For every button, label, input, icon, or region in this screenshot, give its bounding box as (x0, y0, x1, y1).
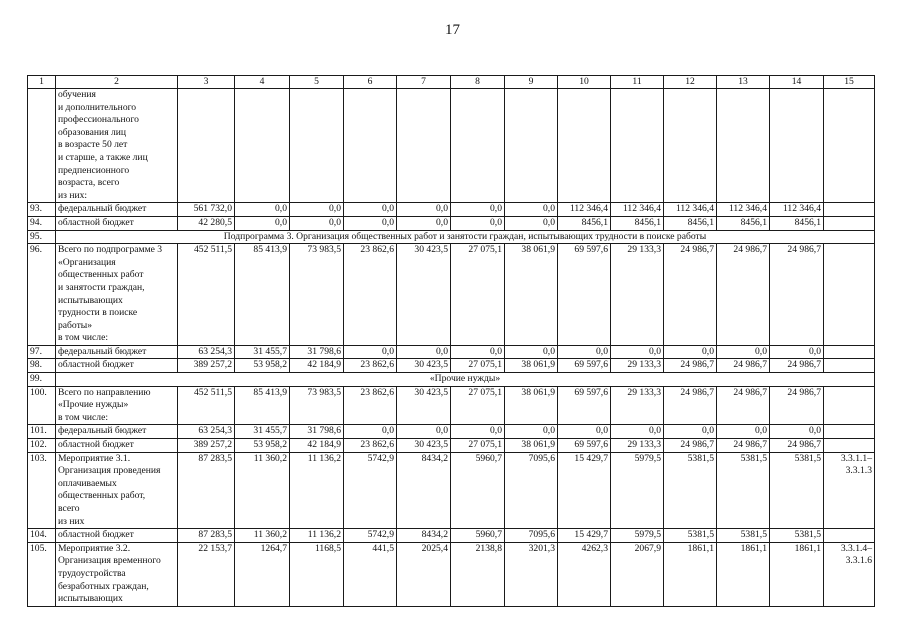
value-cell: 87 283,5 (178, 452, 235, 529)
value-cell: 0,0 (397, 203, 451, 217)
value-cell: 5960,7 (451, 529, 505, 543)
reference-cell (824, 244, 875, 346)
value-cell: 24 986,7 (717, 386, 770, 425)
value-cell: 11 136,2 (290, 452, 344, 529)
value-cell: 5979,5 (611, 452, 664, 529)
value-cell: 2138,8 (451, 542, 505, 606)
value-cell: 8456,1 (717, 216, 770, 230)
column-header: 11 (611, 76, 664, 89)
value-cell: 0,0 (505, 345, 558, 359)
value-cell: 29 133,3 (611, 386, 664, 425)
value-cell: 15 429,7 (558, 529, 611, 543)
value-cell (290, 89, 344, 203)
row-index: 102. (28, 439, 56, 453)
value-cell: 452 511,5 (178, 244, 235, 346)
value-cell: 0,0 (344, 425, 397, 439)
column-header: 5 (290, 76, 344, 89)
value-cell: 38 061,9 (505, 386, 558, 425)
value-cell: 8456,1 (611, 216, 664, 230)
table-row (28, 425, 875, 439)
value-cell: 5381,5 (664, 452, 717, 529)
row-index: 96. (28, 244, 56, 346)
row-label: Мероприятие 3.2. Организация временного трудоустройства безработных граждан, испытывающих (56, 542, 178, 606)
table-row (28, 203, 875, 217)
value-cell (770, 89, 824, 203)
value-cell: 42 184,9 (290, 439, 344, 453)
table-row (28, 452, 875, 529)
value-cell: 85 413,9 (235, 244, 290, 346)
value-cell: 5742,9 (344, 452, 397, 529)
value-cell: 1861,1 (770, 542, 824, 606)
value-cell (717, 89, 770, 203)
value-cell: 31 455,7 (235, 345, 290, 359)
value-cell: 7095,6 (505, 452, 558, 529)
value-cell: 1264,7 (235, 542, 290, 606)
reference-cell: 3.3.1.1– 3.3.1.3 (824, 452, 875, 529)
value-cell: 1861,1 (717, 542, 770, 606)
value-cell: 30 423,5 (397, 244, 451, 346)
value-cell: 27 075,1 (451, 359, 505, 373)
column-header: 13 (717, 76, 770, 89)
row-index: 99. (28, 373, 56, 387)
value-cell: 2067,9 (611, 542, 664, 606)
value-cell: 5960,7 (451, 452, 505, 529)
column-header: 4 (235, 76, 290, 89)
value-cell: 112 346,4 (611, 203, 664, 217)
row-label: федеральный бюджет (56, 203, 178, 217)
value-cell: 0,0 (451, 216, 505, 230)
value-cell: 389 257,2 (178, 359, 235, 373)
row-label: обучения и дополнительного профессионального образования лиц в возрасте 50 лет и старше, а также лиц предпенсионного возраста, всего из них: (56, 89, 178, 203)
value-cell: 441,5 (344, 542, 397, 606)
value-cell: 1168,5 (290, 542, 344, 606)
value-cell: 30 423,5 (397, 439, 451, 453)
value-cell: 24 986,7 (717, 244, 770, 346)
value-cell: 3201,3 (505, 542, 558, 606)
row-label: Мероприятие 3.1. Организация проведения оплачиваемых общественных работ, всего из них (56, 452, 178, 529)
value-cell: 0,0 (770, 425, 824, 439)
column-header: 7 (397, 76, 451, 89)
column-header: 15 (824, 76, 875, 89)
section-heading: «Прочие нужды» (56, 373, 875, 387)
reference-cell (824, 529, 875, 543)
row-label: областной бюджет (56, 359, 178, 373)
value-cell (178, 89, 235, 203)
value-cell: 0,0 (344, 203, 397, 217)
value-cell: 24 986,7 (664, 439, 717, 453)
reference-cell (824, 439, 875, 453)
value-cell: 30 423,5 (397, 359, 451, 373)
reference-cell (824, 359, 875, 373)
value-cell: 0,0 (344, 345, 397, 359)
value-cell: 38 061,9 (505, 244, 558, 346)
table-row (28, 89, 875, 203)
value-cell: 0,0 (505, 425, 558, 439)
value-cell: 0,0 (451, 203, 505, 217)
column-header: 10 (558, 76, 611, 89)
reference-cell (824, 345, 875, 359)
value-cell: 8456,1 (664, 216, 717, 230)
value-cell: 0,0 (235, 203, 290, 217)
row-index: 101. (28, 425, 56, 439)
table-row (28, 359, 875, 373)
value-cell: 31 798,6 (290, 345, 344, 359)
value-cell: 5381,5 (770, 529, 824, 543)
value-cell: 73 983,5 (290, 386, 344, 425)
value-cell (505, 89, 558, 203)
value-cell: 0,0 (558, 425, 611, 439)
value-cell (611, 89, 664, 203)
row-label: федеральный бюджет (56, 425, 178, 439)
reference-cell (824, 89, 875, 203)
row-label: областной бюджет (56, 439, 178, 453)
value-cell: 27 075,1 (451, 439, 505, 453)
row-index: 95. (28, 230, 56, 244)
value-cell (397, 89, 451, 203)
value-cell: 0,0 (664, 425, 717, 439)
value-cell: 53 958,2 (235, 359, 290, 373)
value-cell: 0,0 (558, 345, 611, 359)
value-cell: 87 283,5 (178, 529, 235, 543)
row-label: областной бюджет (56, 216, 178, 230)
column-header: 9 (505, 76, 558, 89)
value-cell (451, 89, 505, 203)
value-cell: 69 597,6 (558, 439, 611, 453)
row-label: федеральный бюджет (56, 345, 178, 359)
row-label: Всего по направлению «Прочие нужды» в том числе: (56, 386, 178, 425)
value-cell: 85 413,9 (235, 386, 290, 425)
value-cell: 38 061,9 (505, 359, 558, 373)
row-index: 98. (28, 359, 56, 373)
value-cell: 27 075,1 (451, 244, 505, 346)
value-cell: 452 511,5 (178, 386, 235, 425)
value-cell: 0,0 (397, 425, 451, 439)
value-cell: 1861,1 (664, 542, 717, 606)
row-label: Всего по подпрограмме 3 «Организация общественных работ и занятости граждан, испытывающих трудности в поиске работы» в том числе: (56, 244, 178, 346)
row-index: 93. (28, 203, 56, 217)
reference-cell (824, 203, 875, 217)
budget-table (27, 75, 875, 607)
row-index (28, 89, 56, 203)
row-label: областной бюджет (56, 529, 178, 543)
row-index: 103. (28, 452, 56, 529)
column-header: 2 (56, 76, 178, 89)
reference-cell (824, 386, 875, 425)
value-cell: 24 986,7 (664, 386, 717, 425)
row-index: 94. (28, 216, 56, 230)
value-cell: 24 986,7 (664, 359, 717, 373)
value-cell: 112 346,4 (664, 203, 717, 217)
value-cell: 7095,6 (505, 529, 558, 543)
value-cell: 0,0 (664, 345, 717, 359)
value-cell: 0,0 (611, 345, 664, 359)
table-row (28, 386, 875, 425)
value-cell: 561 732,0 (178, 203, 235, 217)
row-index: 97. (28, 345, 56, 359)
value-cell: 24 986,7 (770, 439, 824, 453)
value-cell: 5381,5 (717, 529, 770, 543)
value-cell: 0,0 (611, 425, 664, 439)
row-index: 104. (28, 529, 56, 543)
column-header: 1 (28, 76, 56, 89)
value-cell: 24 986,7 (664, 244, 717, 346)
value-cell: 69 597,6 (558, 244, 611, 346)
column-header: 12 (664, 76, 717, 89)
table-row (28, 216, 875, 230)
reference-cell: 3.3.1.4– 3.3.1.6 (824, 542, 875, 606)
value-cell: 112 346,4 (717, 203, 770, 217)
table-row (28, 542, 875, 606)
row-index: 105. (28, 542, 56, 606)
value-cell: 42 184,9 (290, 359, 344, 373)
value-cell: 0,0 (717, 345, 770, 359)
value-cell: 5381,5 (717, 452, 770, 529)
value-cell: 23 862,6 (344, 359, 397, 373)
table-row (28, 373, 875, 387)
value-cell: 23 862,6 (344, 386, 397, 425)
value-cell: 22 153,7 (178, 542, 235, 606)
value-cell: 0,0 (344, 216, 397, 230)
value-cell: 24 986,7 (770, 244, 824, 346)
value-cell: 0,0 (451, 425, 505, 439)
value-cell: 11 136,2 (290, 529, 344, 543)
value-cell: 29 133,3 (611, 439, 664, 453)
value-cell (558, 89, 611, 203)
row-index: 100. (28, 386, 56, 425)
value-cell: 0,0 (505, 203, 558, 217)
value-cell: 11 360,2 (235, 529, 290, 543)
reference-cell (824, 216, 875, 230)
value-cell: 29 133,3 (611, 244, 664, 346)
value-cell: 23 862,6 (344, 439, 397, 453)
value-cell: 63 254,3 (178, 425, 235, 439)
value-cell: 389 257,2 (178, 439, 235, 453)
value-cell: 23 862,6 (344, 244, 397, 346)
table-row (28, 244, 875, 346)
value-cell: 5742,9 (344, 529, 397, 543)
value-cell: 8456,1 (558, 216, 611, 230)
value-cell: 0,0 (290, 216, 344, 230)
table-row (28, 439, 875, 453)
value-cell: 112 346,4 (770, 203, 824, 217)
value-cell: 2025,4 (397, 542, 451, 606)
value-cell: 11 360,2 (235, 452, 290, 529)
value-cell: 0,0 (397, 345, 451, 359)
value-cell: 0,0 (505, 216, 558, 230)
value-cell: 73 983,5 (290, 244, 344, 346)
reference-cell (824, 425, 875, 439)
value-cell: 15 429,7 (558, 452, 611, 529)
value-cell (344, 89, 397, 203)
table-row (28, 529, 875, 543)
value-cell: 0,0 (451, 345, 505, 359)
value-cell: 0,0 (770, 345, 824, 359)
value-cell: 31 455,7 (235, 425, 290, 439)
column-header: 6 (344, 76, 397, 89)
value-cell: 5979,5 (611, 529, 664, 543)
value-cell: 69 597,6 (558, 359, 611, 373)
section-heading: Подпрограмма 3. Организация общественных работ и занятости граждан, испытывающих трудности в поиске работы (56, 230, 875, 244)
column-header-row (28, 76, 875, 89)
table-row (28, 345, 875, 359)
value-cell (235, 89, 290, 203)
column-header: 14 (770, 76, 824, 89)
value-cell: 24 986,7 (770, 359, 824, 373)
value-cell: 112 346,4 (558, 203, 611, 217)
table-row (28, 230, 875, 244)
value-cell: 4262,3 (558, 542, 611, 606)
value-cell: 0,0 (717, 425, 770, 439)
value-cell: 31 798,6 (290, 425, 344, 439)
value-cell: 24 986,7 (717, 439, 770, 453)
value-cell: 5381,5 (770, 452, 824, 529)
column-header: 8 (451, 76, 505, 89)
value-cell: 0,0 (235, 216, 290, 230)
value-cell: 53 958,2 (235, 439, 290, 453)
column-header: 3 (178, 76, 235, 89)
value-cell: 30 423,5 (397, 386, 451, 425)
value-cell: 8456,1 (770, 216, 824, 230)
value-cell: 24 986,7 (770, 386, 824, 425)
value-cell: 0,0 (290, 203, 344, 217)
value-cell: 27 075,1 (451, 386, 505, 425)
value-cell: 38 061,9 (505, 439, 558, 453)
value-cell: 29 133,3 (611, 359, 664, 373)
value-cell: 69 597,6 (558, 386, 611, 425)
value-cell (664, 89, 717, 203)
value-cell: 8434,2 (397, 452, 451, 529)
value-cell: 8434,2 (397, 529, 451, 543)
value-cell: 0,0 (397, 216, 451, 230)
page-number: 17 (445, 22, 460, 38)
value-cell: 24 986,7 (717, 359, 770, 373)
value-cell: 5381,5 (664, 529, 717, 543)
value-cell: 42 280,5 (178, 216, 235, 230)
value-cell: 63 254,3 (178, 345, 235, 359)
